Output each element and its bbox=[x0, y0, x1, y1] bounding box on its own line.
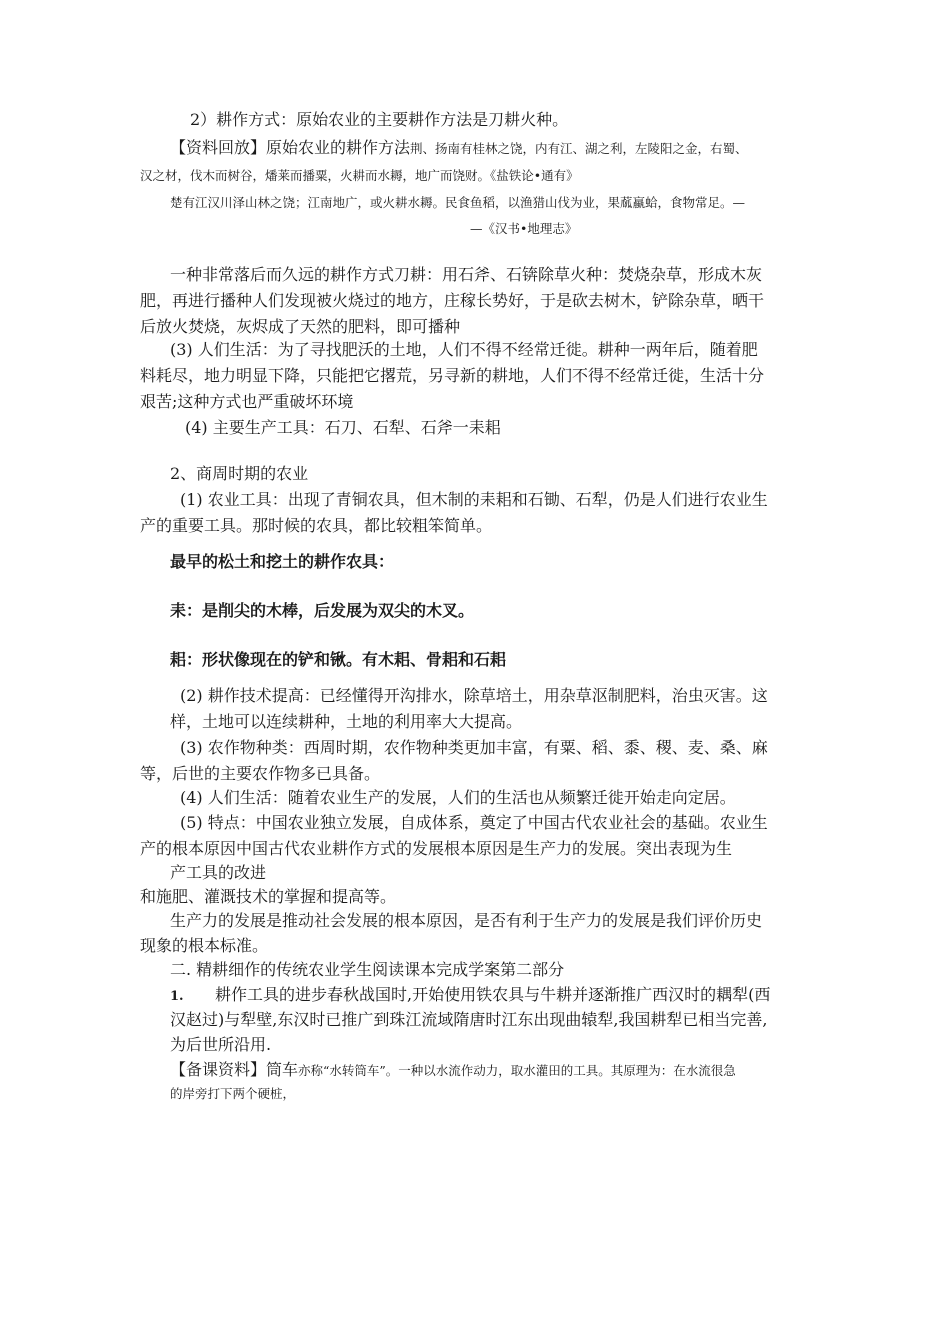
list-number: 1. bbox=[170, 989, 184, 1004]
para-farm-tools: (1) 农业工具：出现了青铜农具，但木制的耒耜和石锄、石犁，仍是人们进行农业生 bbox=[180, 490, 768, 509]
para-people-life: (3) 人们生活：为了寻找肥沃的土地，人们不得不经常迁徙。耕种一两年后，随着肥 bbox=[170, 340, 758, 359]
bold-heading-tools: 最早的松土和挖土的耕作农具： bbox=[170, 552, 395, 571]
para-people-life: 料耗尽，地力明显下降，只能把它撂荒，另寻新的耕地，人们不得不经常迁徙，生活十分 bbox=[140, 366, 765, 385]
source-quote-text: 荆、扬南有桂林之饶，内有江、湖之利，左陵阳之金，右蜀、 bbox=[410, 141, 748, 156]
para-farming-method: 2）耕作方式：原始农业的主要耕作方法是刀耕火种。 bbox=[190, 110, 569, 129]
source-material-label: 【资料回放】原始农业的耕作方法 bbox=[170, 138, 411, 157]
para-technique: 样，土地可以连续耕种，土地的利用率大大提高。 bbox=[170, 712, 523, 731]
prep-material-text: 的岸旁打下两个硬桩， bbox=[170, 1086, 296, 1101]
para-productivity: 生产力的发展是推动社会发展的根本原因，是否有利于生产力的发展是我们评价历史 bbox=[170, 911, 763, 930]
para-features: (5) 特点：中国农业独立发展，自成体系，奠定了中国古代农业社会的基础。农业生 bbox=[180, 813, 768, 832]
para-slash-burn: 一种非常落后而久远的耕作方式刀耕：用石斧、石锛除草火种：焚烧杂草，形成木灰 bbox=[170, 265, 763, 284]
para-crop-types: 等，后世的主要农作物多已具备。 bbox=[140, 764, 381, 783]
source-material-heading bbox=[170, 138, 748, 159]
source-quote-text: 汉之材，伐木而树谷，燔莱而播粟，火耕而水耨，地广而饶财。《盐铁论•通有》 bbox=[140, 168, 579, 183]
para-slash-burn: 后放火焚烧，灰烬成了天然的肥料，即可播种 bbox=[140, 317, 461, 336]
para-productivity: 现象的根本标准。 bbox=[140, 936, 269, 955]
source-citation: —《汉书•地理志》 bbox=[470, 221, 578, 236]
para-tool-progress: 汉赵过)与犁壁,东汉时已推广到珠江流域隋唐时江东出现曲辕犁,我国耕犁已相当完善, bbox=[170, 1010, 768, 1029]
para-features: 产的根本原因中国古代农业耕作方式的发展根本原因是生产力的发展。突出表现为生 bbox=[140, 839, 733, 858]
para-life-settle: (4) 人们生活：随着农业生产的发展，人们的生活也从频繁迁徙开始走向定居。 bbox=[180, 788, 736, 807]
para-people-life: 艰苦;这种方式也严重破坏环境 bbox=[140, 392, 354, 411]
bold-definition-lei: 耒：是削尖的木棒，后发展为双尖的木叉。 bbox=[170, 601, 475, 620]
list-item-number bbox=[170, 985, 184, 1007]
bold-definition-si: 耜：形状像现在的铲和锹。有木耜、骨耜和石耜 bbox=[170, 650, 507, 669]
para-tool-progress: 耕作工具的进步春秋战国时,开始使用铁农具与牛耕并逐渐推广西汉时的耦犁(西 bbox=[215, 985, 771, 1004]
prep-material-label: 【备课资料】筒车 bbox=[170, 1060, 299, 1079]
prep-material-text: 亦称“水转筒车”。一种以水流作动力，取水灌田的工具。其原理为：在水流很急 bbox=[298, 1063, 736, 1078]
para-tool-progress: 为后世所沿用. bbox=[170, 1035, 272, 1054]
prep-material-heading bbox=[170, 1060, 736, 1081]
source-quote-text: 楚有江汉川泽山林之饶；江南地广，或火耕水耨。民食鱼稻，以渔猎山伐为业，果蓏蠃蛤，食物常足。— bbox=[170, 195, 746, 210]
para-farm-tools: 产的重要工具。那时候的农具，都比较粗笨简单。 bbox=[140, 516, 493, 535]
section-heading-shang-zhou: 2、商周时期的农业 bbox=[170, 464, 309, 483]
para-main-tools: (4) 主要生产工具：石刀、石犁、石斧一耒耜 bbox=[185, 418, 501, 437]
para-crop-types: (3) 农作物种类：西周时期，农作物种类更加丰富，有粟、稻、黍、稷、麦、桑、麻 bbox=[180, 738, 768, 757]
para-features: 和施肥、灌溉技术的掌握和提高等。 bbox=[140, 887, 397, 906]
para-features: 产工具的改进 bbox=[170, 863, 267, 882]
para-slash-burn: 肥，再进行播种人们发现被火烧过的地方，庄稼长势好，于是砍去树木，铲除杂草，晒干 bbox=[140, 291, 765, 310]
section-heading-intensive-farming: 二. 精耕细作的传统农业学生阅读课本完成学案第二部分 bbox=[170, 960, 565, 979]
para-technique: (2) 耕作技术提高：已经懂得开沟排水，除草培土，用杂草沤制肥料，治虫灭害。这 bbox=[180, 686, 768, 705]
